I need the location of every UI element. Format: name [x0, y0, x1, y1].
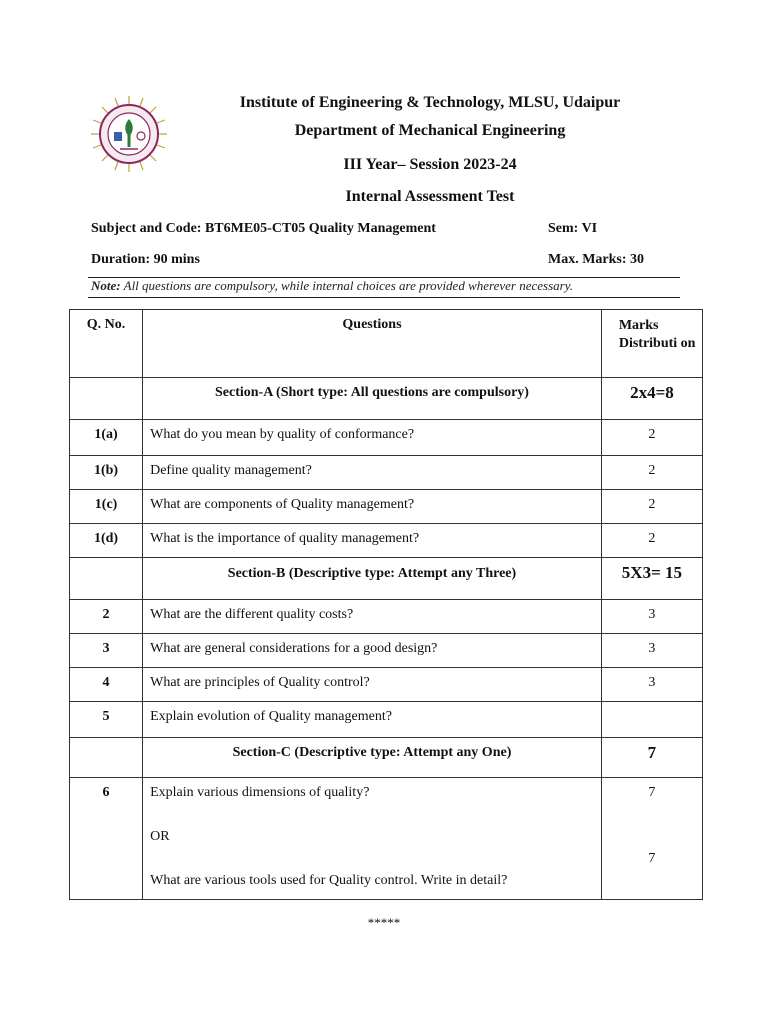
section-c-marks: 7 — [601, 738, 702, 778]
divider-bottom — [88, 297, 680, 298]
question-text: What are general considerations for a good design? — [143, 634, 602, 668]
table-row — [70, 420, 703, 456]
marks-alt: 7 — [648, 851, 656, 866]
question-text: Define quality management? — [143, 456, 602, 490]
table-header-row — [70, 310, 703, 378]
institute-name: Institute of Engineering & Technology, MLSU, Udaipur — [239, 94, 621, 111]
question-text: What do you mean by quality of conformance? — [143, 420, 602, 456]
marks: 2 — [601, 524, 702, 558]
question-text-alt: What are various tools used for Quality control. Write in detail? — [150, 873, 508, 888]
table-row — [70, 524, 703, 558]
question-text: What are the different quality costs? — [143, 600, 602, 634]
table-row — [70, 702, 703, 738]
department-name: Department of Mechanical Engineering — [294, 122, 566, 139]
table-row — [70, 668, 703, 702]
section-b-marks: 5X3= 15 — [601, 558, 702, 600]
table-row — [70, 600, 703, 634]
note-text: All questions are compulsory, while internal choices are provided wherever necessary. — [120, 278, 574, 293]
section-a-marks: 2x4=8 — [601, 378, 702, 420]
section-row — [70, 738, 703, 778]
qno: 1(d) — [70, 524, 143, 558]
test-name: Internal Assessment Test — [345, 188, 515, 205]
or-separator: OR — [150, 829, 170, 844]
qno: 6 — [70, 778, 143, 900]
marks: 2 — [601, 456, 702, 490]
header-qno: Q. No. — [70, 310, 143, 378]
end-marker: ***** — [367, 915, 401, 930]
semester: Sem: VI — [548, 221, 598, 236]
marks-choice — [601, 778, 702, 900]
question-table — [69, 309, 703, 900]
question-text: What are principles of Quality control? — [143, 668, 602, 702]
marks: 2 — [601, 420, 702, 456]
section-a-title: Section-A (Short type: All questions are compulsory) — [143, 378, 602, 420]
section-c-title: Section-C (Descriptive type: Attempt any One) — [143, 738, 602, 778]
qno: 5 — [70, 702, 143, 738]
question-text-choice — [143, 778, 602, 900]
qno: 1(a) — [70, 420, 143, 456]
max-marks: Max. Marks: 30 — [548, 252, 645, 267]
question-text: Explain evolution of Quality management? — [143, 702, 602, 738]
qno: 1(c) — [70, 490, 143, 524]
marks: 2 — [601, 490, 702, 524]
header-questions: Questions — [143, 310, 602, 378]
header-marks: Marks Distributi on — [601, 310, 702, 378]
marks: 7 — [648, 785, 656, 800]
section-b-title: Section-B (Descriptive type: Attempt any Three) — [143, 558, 602, 600]
qno: 3 — [70, 634, 143, 668]
marks: 3 — [601, 668, 702, 702]
section-row — [70, 378, 703, 420]
marks — [601, 702, 702, 738]
question-text: What are components of Quality management? — [143, 490, 602, 524]
table-row — [70, 490, 703, 524]
qno: 4 — [70, 668, 143, 702]
marks: 3 — [601, 634, 702, 668]
section-qno-empty — [70, 378, 143, 420]
instructions-note — [91, 278, 573, 294]
year-session: III Year– Session 2023-24 — [343, 156, 517, 173]
subject-code: Subject and Code: BT6ME05-CT05 Quality Management — [91, 221, 436, 236]
question-text: What is the importance of quality management? — [143, 524, 602, 558]
note-label: Note: — [91, 278, 121, 293]
section-row — [70, 558, 703, 600]
marks: 3 — [601, 600, 702, 634]
table-row — [70, 456, 703, 490]
qno: 2 — [70, 600, 143, 634]
section-qno-empty — [70, 558, 143, 600]
qno: 1(b) — [70, 456, 143, 490]
question-text: Explain various dimensions of quality? — [150, 785, 370, 800]
table-row — [70, 778, 703, 900]
section-qno-empty — [70, 738, 143, 778]
table-row — [70, 634, 703, 668]
duration: Duration: 90 mins — [91, 252, 200, 267]
